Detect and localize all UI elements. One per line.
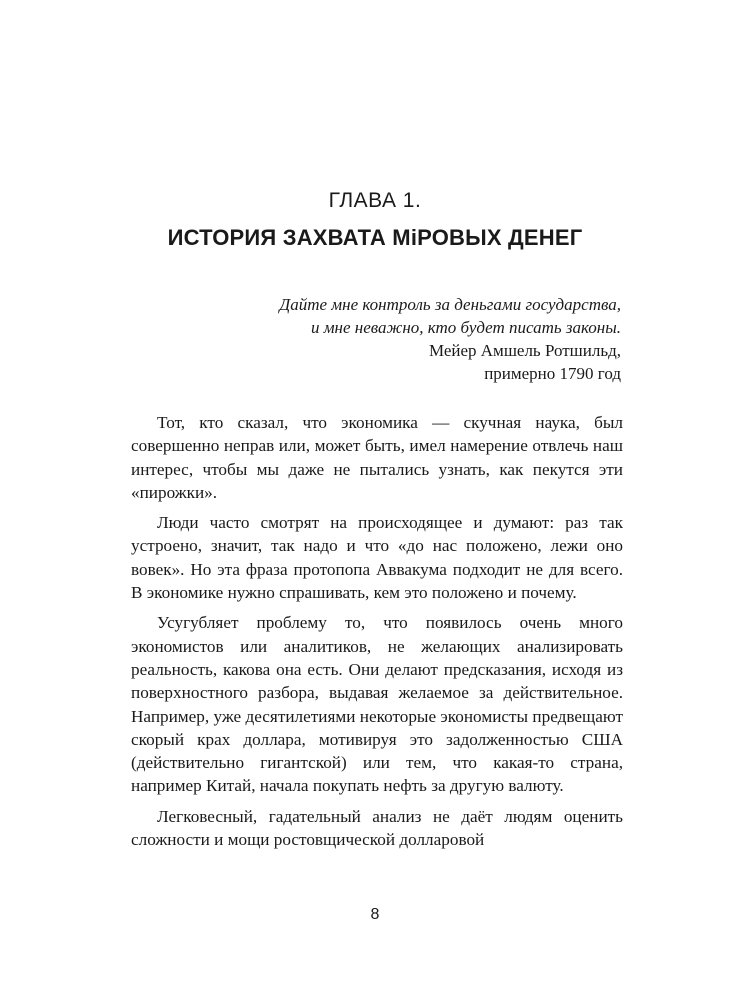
epigraph-quote-line: Дайте мне контроль за деньгами государства, xyxy=(279,295,621,314)
epigraph-date: примерно 1790 год xyxy=(484,364,621,383)
paragraph: Люди часто смотрят на происходящее и думают: раз так устроено, значит, так надо и что «до нас положено, лежи оно вовек». Но эта фраза протопопа Аввакума подходит не для всего. В экономике нужно спрашивать, кем это положено и почему. xyxy=(131,513,623,603)
page-number: 8 xyxy=(370,906,380,923)
epigraph xyxy=(200,293,621,385)
body-text xyxy=(131,411,623,858)
chapter-label: ГЛАВА 1. xyxy=(328,189,422,212)
chapter-title: ИСТОРИЯ ЗАХВАТА МiРОВЫХ ДЕНЕГ xyxy=(167,225,583,250)
epigraph-author: Мейер Амшель Ротшильд, xyxy=(428,341,621,360)
paragraph: Усугубляет проблему то, что появилось очень много экономистов или аналитиков, не желающих анализировать реальность, какова она есть. Они делают предсказания, исходя из поверхностного разбора, выдавая желаемое за действительное. Например, уже десятилетиями некоторые экономисты предвещают скорый крах доллара, мотивируя это задолженностью США (действительно гигантской) или тем, что какая-то страна, например Китай, начала покупать нефть за другую валюту. xyxy=(131,613,623,796)
paragraph: Легковесный, гадательный анализ не даёт людям оценить сложности и мощи ростовщической долларовой xyxy=(131,806,623,850)
epigraph-quote-line: и мне неважно, кто будет писать законы. xyxy=(310,318,621,337)
paragraph: Тот, кто сказал, что экономика — скучная наука, был совершенно неправ или, может быть, имел намерение отвлечь наш интерес, чтобы мы даже не пытались узнать, как пекутся эти «пирожки». xyxy=(131,413,623,502)
